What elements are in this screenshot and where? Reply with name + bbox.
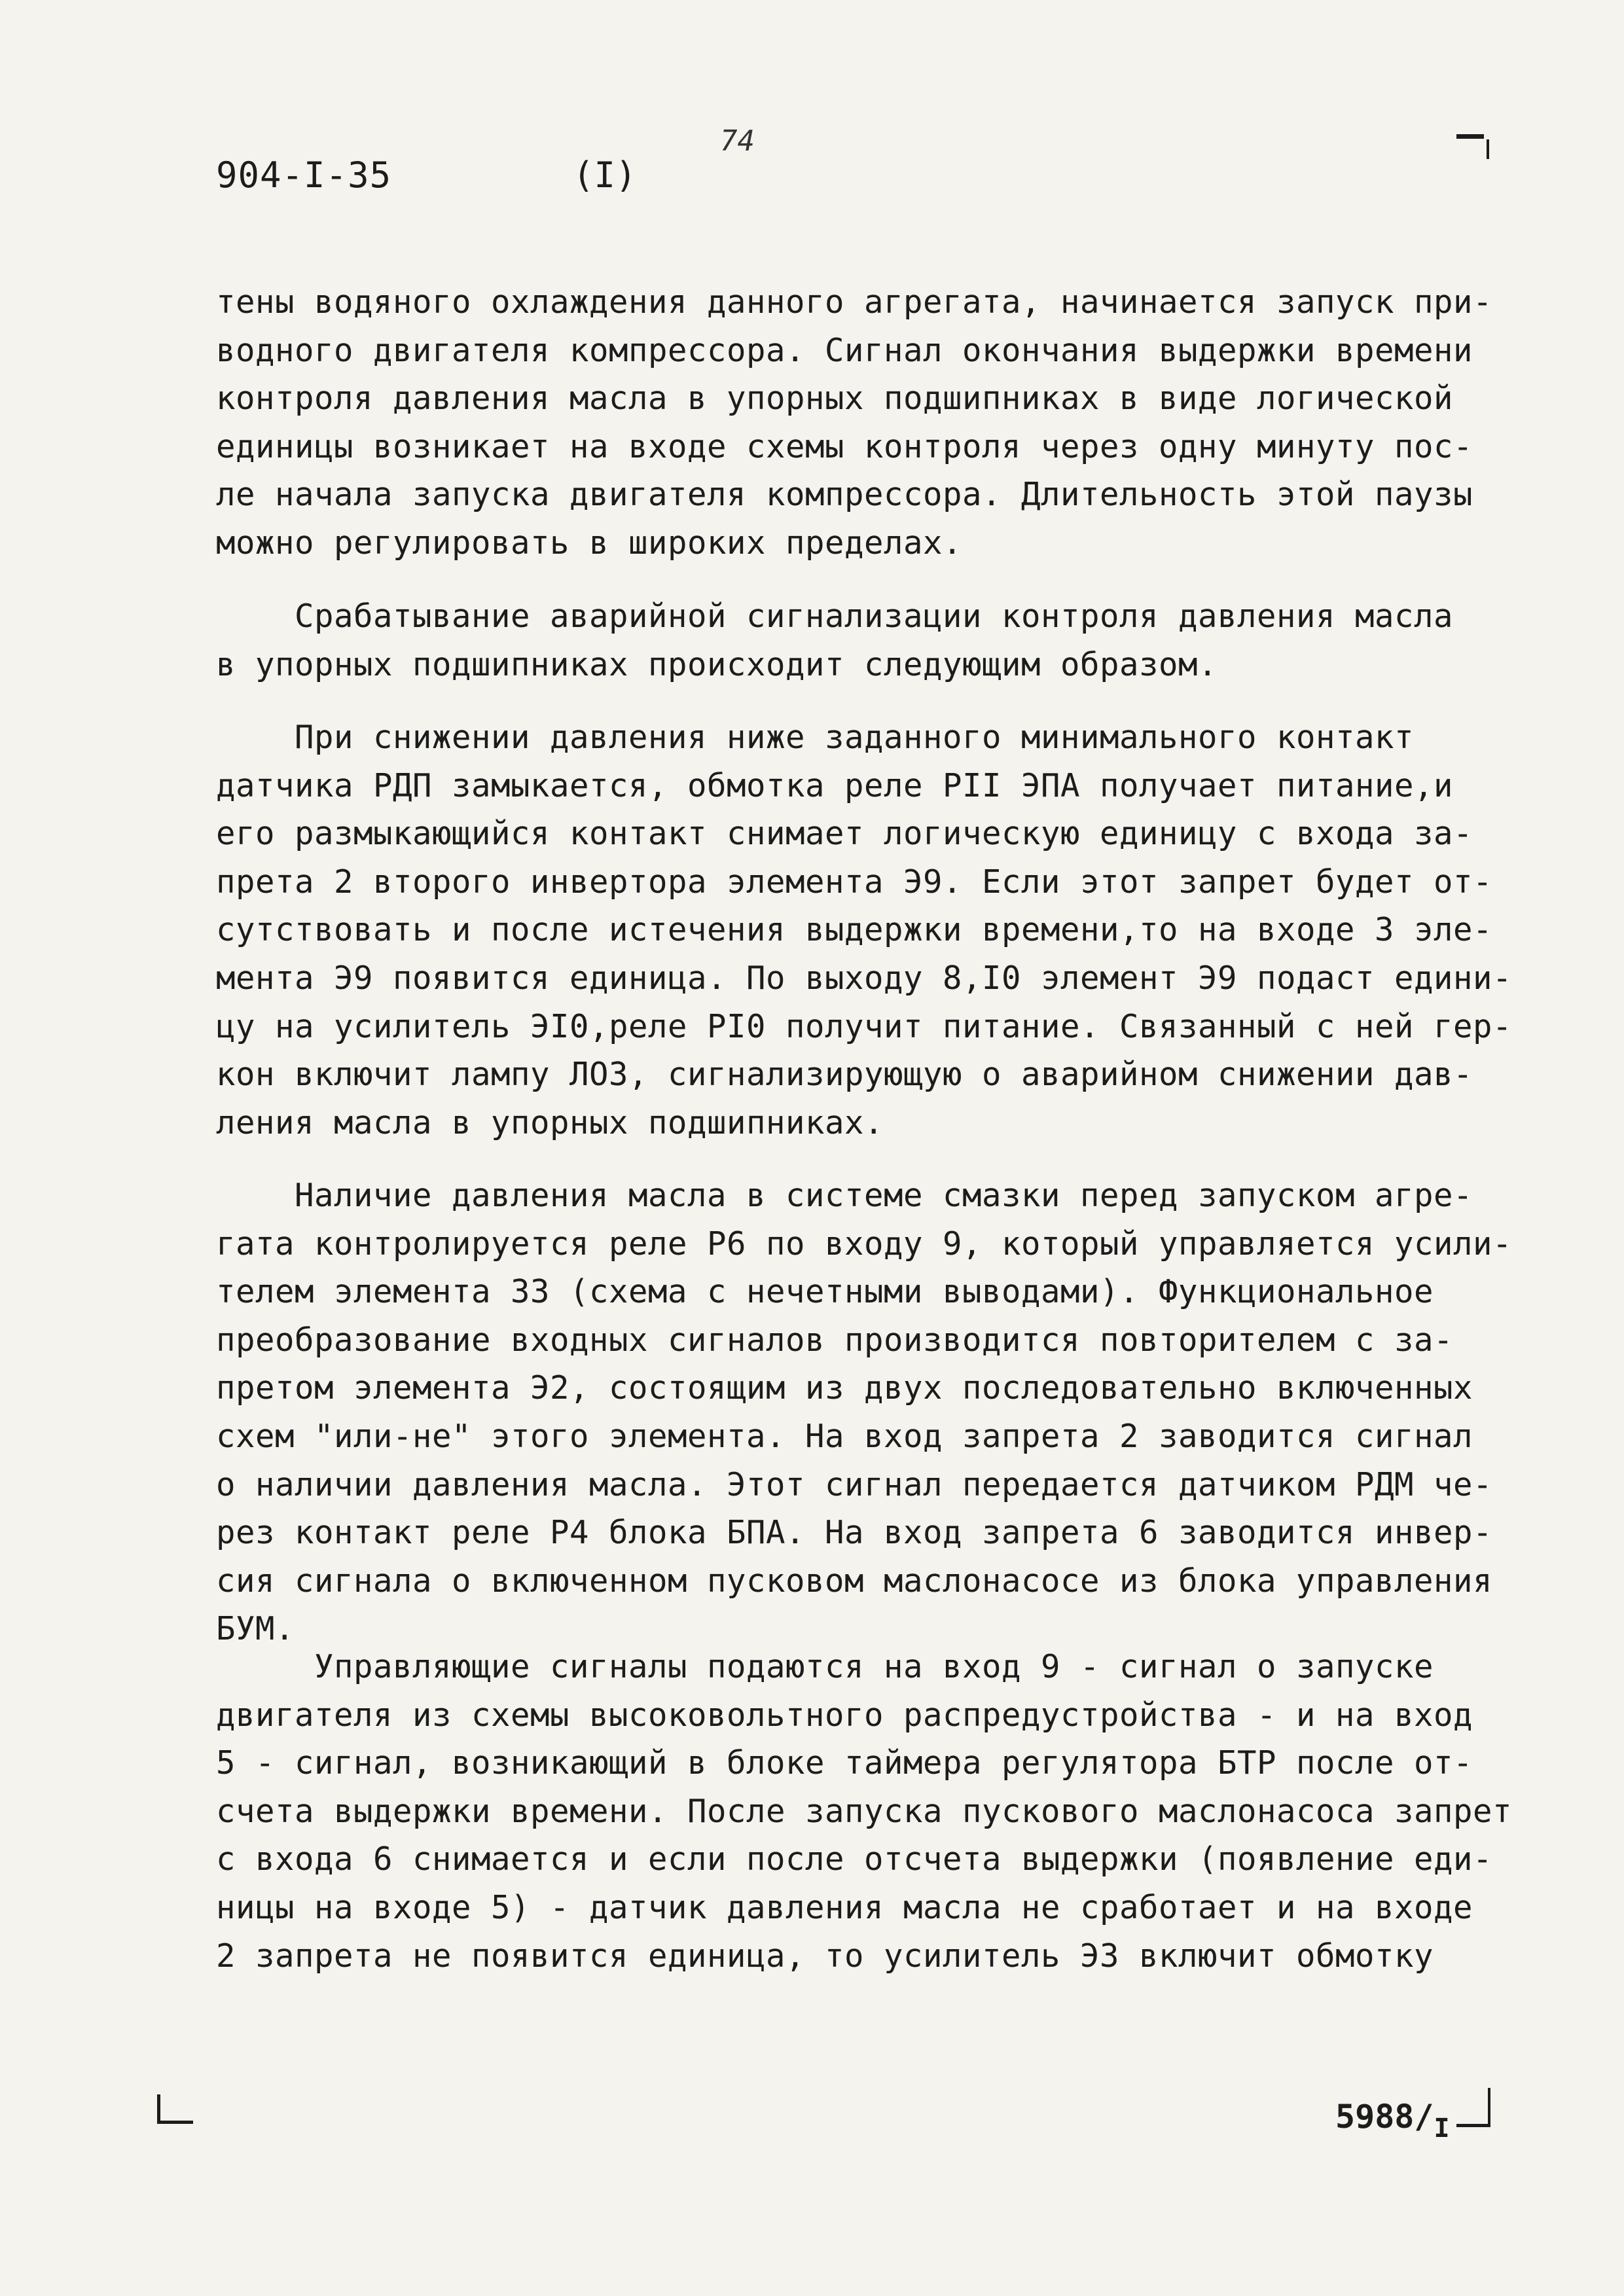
corner-mark-bottom-right bbox=[1456, 2088, 1496, 2140]
paragraph-alarm-intro: Срабатывание аварийной сигнализации контроля давления масла в упорных подшипниках происходит следующим образом. bbox=[216, 598, 1454, 683]
corner-mark-line bbox=[1488, 2088, 1490, 2126]
document-code: 904-I-35 bbox=[216, 154, 392, 196]
corner-mark-line bbox=[157, 2094, 160, 2121]
paragraph-control-signals: Управляющие сигналы подаются на вход 9 - сигнал о запуске двигателя из схемы высоковольтного распредустройства - и на вход 5 - сигнал, возникающий в блоке таймера регулятора БТР после от- счета выдержки времени. После запуска пускового маслонасоса запрет с входа 6 снимается и если после отсчета выдержки (появление еди- ницы на входе 5) - датчик давления масла не сработает и на входе 2 запрета не появится единица, то усилитель Э3 включит обмотку bbox=[216, 1648, 1513, 1975]
paragraph-pressure-drop: При снижении давления ниже заданного минимального контакт датчика РДП замыкается, обмотка реле РII ЭПА получает питание,и его размыкающийся контакт снимает логическую единицу с входа за- прета 2 второго инвертора элемента Э9. Если этот запрет будет от- сутствовать и после истечения выдержки времени,то на входе 3 эле- мента Э9 появится единица. По выходу 8,I0 элемент Э9 подаст едини- цу на усилитель ЭI0,реле РI0 получит питание. Связанный с ней гер- кон включит лампу ЛО3, сигнализирующую о аварийном снижении дав- ления масла в упорных подшипниках. bbox=[216, 719, 1513, 1141]
corner-mark-line bbox=[1456, 134, 1484, 139]
page-number: 74 bbox=[720, 124, 755, 158]
sheet-number-sub: I bbox=[1434, 2113, 1450, 2144]
part-number: (I) bbox=[573, 154, 637, 196]
corner-mark-line bbox=[157, 2121, 193, 2124]
corner-mark-top-right bbox=[1456, 134, 1489, 141]
sheet-number bbox=[1335, 2098, 1450, 2144]
paragraph-oil-pressure-check: Наличие давления масла в системе смазки перед запуском агре- гата контролируется реле Р6 по входу 9, который управляется усили- телем элемента З3 (схема с нечетными выводами). Функциональное преобразование входных сигналов производится повторителем с за- претом элемента Э2, состоящим из двух последовательно включенных схем "или-не" этого элемента. На вход запрета 2 заводится сигнал о наличии давления масла. Этот сигнал передается датчиком РДМ че- рез контакт реле Р4 блока БПА. На вход запрета 6 заводится инвер- сия сигнала о включенном пусковом маслонасосе из блока управления БУМ. bbox=[216, 1177, 1513, 1648]
corner-mark-line bbox=[1487, 139, 1489, 159]
corner-mark-bottom-left bbox=[157, 2094, 196, 2134]
corner-mark-line bbox=[1456, 2124, 1490, 2127]
sheet-number-main: 5988/ bbox=[1335, 2098, 1434, 2136]
paragraph-continuation: тены водяного охлаждения данного агрегата, начинается запуск при- водного двигателя компрессора. Сигнал окончания выдержки времени контроля давления масла в упорных подшипниках в виде логической единицы возникает на входе схемы контроля через одну минуту пос- ле начала запуска двигателя компрессора. Длительность этой паузы можно регулировать в широких пределах. bbox=[216, 283, 1493, 562]
